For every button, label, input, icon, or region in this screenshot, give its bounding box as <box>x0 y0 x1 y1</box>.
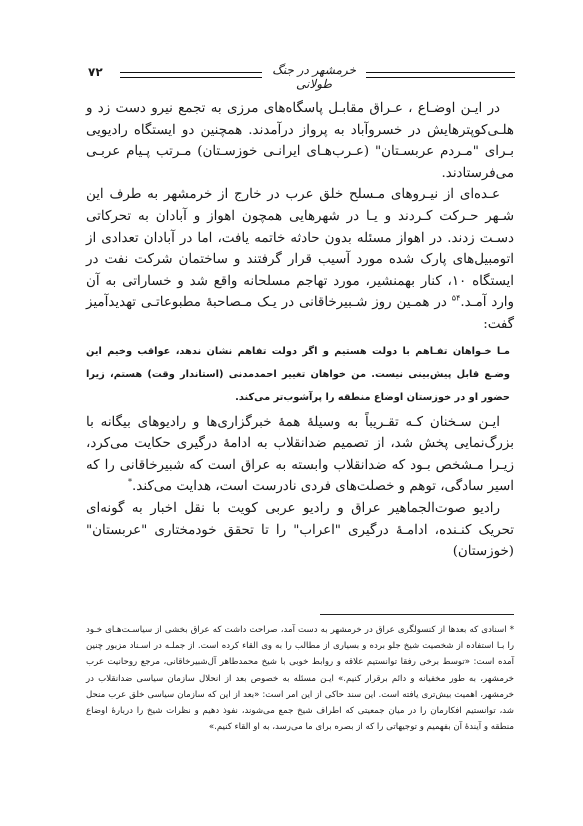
footnote-separator <box>320 614 514 615</box>
running-title: خرمشهر در جنگ طولانی <box>272 63 356 91</box>
footnote-text: * اسنادی که بعدها از کنسولگری عراق در خرمشهر به دست آمد، صراحت داشت که عراق بخشی از سیاسـت‌هـای خـود را بـا استفاده از شخصیت شیخ جلو برده و بسیاری از مطالب را به وی القاء کرده است. از جملـه در اسـناد مزبور چنین آمده است: «توسط برخی رفقا توانستیم علاقه و روابط خوبی با شیخ محمدطاهر آل‌شبیرخاقانی، مرجع روحانیت عرب خرمشهر، به طور مخفیانه و دائم برقرار کنیم.» ایـن مسئله به خصوص بعد از انحلال سازمان سیاسی ضدانقلاب در خرمشهر، اهمیت بیش‌تری یافته است. این سند حاکی از این امر است: «بعد از این که سازمان سیاسی خلق عرب منحل شد، توانستیم افکارمان را در میان جمعیتی که اطراف شیخ جمع می‌شوند، نفوذ دهیم و نظرات شیخ را دربارهٔ اوضاع منطقه و آیندهٔ آن بفهمیم و توجیهاتی را که از بصره برای ما می‌رسد، به او القاء کنیم.» <box>86 625 514 733</box>
page-number: ۷۲ <box>88 65 103 79</box>
header-double-rule-right <box>366 72 515 78</box>
endnote-ref-54: ۵۴ <box>451 293 461 303</box>
header-double-rule-left <box>120 72 262 78</box>
main-text <box>86 98 514 563</box>
paragraph-3 <box>86 412 514 498</box>
paragraph-1: در ایـن اوضـاع ، عـراق مقابـل پاسگاه‌های مرزی به تجمع نیرو دست زد و هلـی‌کوپترهایش در خسروآباد به پرواز درآمدند. همچنین دو ایستگاه رادیویی بـرای "مـردم عربسـتان" (عـرب‌هـای ایرانـی خوزسـتان) مـرتب پـیام عربـی می‌فرستادند. <box>86 101 514 181</box>
paragraph-2-tail: در همـین روز شـبیرخاقانی در یـک مـصاحبهٔ مطبوعاتـی تهدیدآمیز گفت: <box>86 295 514 332</box>
block-quote: مـا خـواهان تفـاهم با دولت هستیم و اگر دولت تفاهم نشان ندهد، عواقب وخیم این وضـع قابل پیش‌بینی نیست. من خواهان تغییر احمدمدنی (استاندار وقت) هستم، زیرا حضور او در خوزستان اوضاع منطقه را پرآشوب‌تر می‌کند. <box>86 345 510 403</box>
page-header <box>88 62 515 91</box>
paragraph-3-text: ایـن سـخنان کـه تقـریباً به وسیلهٔ همهٔ خبرگزاری‌ها و رادیوهای بیگانه با بزرگ‌نمایی پخش شد، از تصمیم ضدانقلاب به ادامهٔ درگیری حکایت می‌کرد، زیـرا مـشخص بـود که ضدانقلاب وابسته به عراق است که شبیرخاقانی را که اسیر سادگی، توهم و خصلت‌های فردی نادرست است، هدایت می‌کند. <box>86 414 514 495</box>
footnote <box>86 622 514 735</box>
footnote-marker: * <box>128 477 133 487</box>
paragraph-2 <box>86 184 514 335</box>
paragraph-4: رادیو صوت‌الجماهیر عراق و رادیو عربی کویت با نقل اخبار به گونه‌ای تحریک کنـنده، ادامـهٔ درگیری "اعراب" را تا تحقق خودمختاری "عربستان" (خوزستان) <box>86 500 514 560</box>
paragraph-2-text: عـده‌ای از نیـروهای مـسلح خلق عرب در خارج از خرمشهر به طرف این شـهر حـرکت کـردند و یـا در شهرهایی همچون اهواز و آبادان به تحرکاتی دسـت زدند. در اهواز مسئله بدون حادثه خاتمه یافت، اما در آبادان تعدادی از اتومبیل‌های پارک شده مورد آسیب قرار گرفتند و ساختمان شرکت نفت در ایستگاه ۱۰، کنار بهمنشیر، مورد تهاجم مسلحانه واقع شد و خساراتی به آن وارد آمـد. <box>86 187 514 311</box>
